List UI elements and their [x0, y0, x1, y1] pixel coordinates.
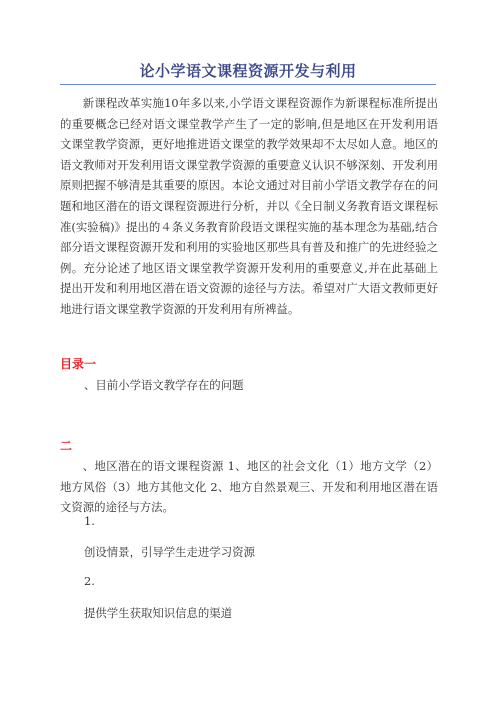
toc-item-one: 、目前小学语文教学存在的问题	[84, 378, 244, 392]
list-item-number: 2.	[84, 574, 95, 588]
section-two-heading: 二	[60, 439, 73, 453]
document-title: 论小学语文课程资源开发与利用	[139, 62, 357, 80]
section-two-paragraph: 、地区潜在的语文课程资源 1、地区的社会文化（1）地方文学（2）地方风俗（3）地方其他文化 2、地方自然景观三、开发和利用地区潜在语文资源的途径与方法。	[60, 459, 438, 515]
intro-paragraph: 新课程改革实施10年多以来,小学语文课程资源作为新课程标准所提出的重要概念已经对语文课堂教学产生了一定的影响,但是地区在开发利用语文课堂教学资源，更好地推进语文课堂的教学效果却不太尽如人意。地区的语文教师对开发利用语文课堂教学资源的重要意义认识不够深刻、开发利用原则把握不够清是其重要的原因。本论文通过对目前小学语文教学存在的问题和地区潜在的语文课程资源进行分析，并以《全日制义务教育语文课程标准(实验稿)》提出的４条义务教育阶段语文课程实施的基本理念为基础,结合部分语文课程资源开发和利用的实验地区那些具有普及和推广的先进经验之例。充分论述了地区语文课堂教学资源开发利用的重要意义,并在此基础上提出开发和利用地区潜在语文资源的途径与方法。希望对广大语文教师更好地进行语文课堂教学资源的开发利用有所裨益。	[60, 96, 438, 316]
list-item-number: 1.	[84, 514, 95, 528]
list-item-text: 提供学生获取知识信息的渠道	[84, 606, 233, 620]
title-underline	[60, 84, 436, 85]
toc-heading: 目录一	[60, 357, 97, 371]
list-item-text: 创设情景，引导学生走进学习资源	[84, 545, 255, 559]
